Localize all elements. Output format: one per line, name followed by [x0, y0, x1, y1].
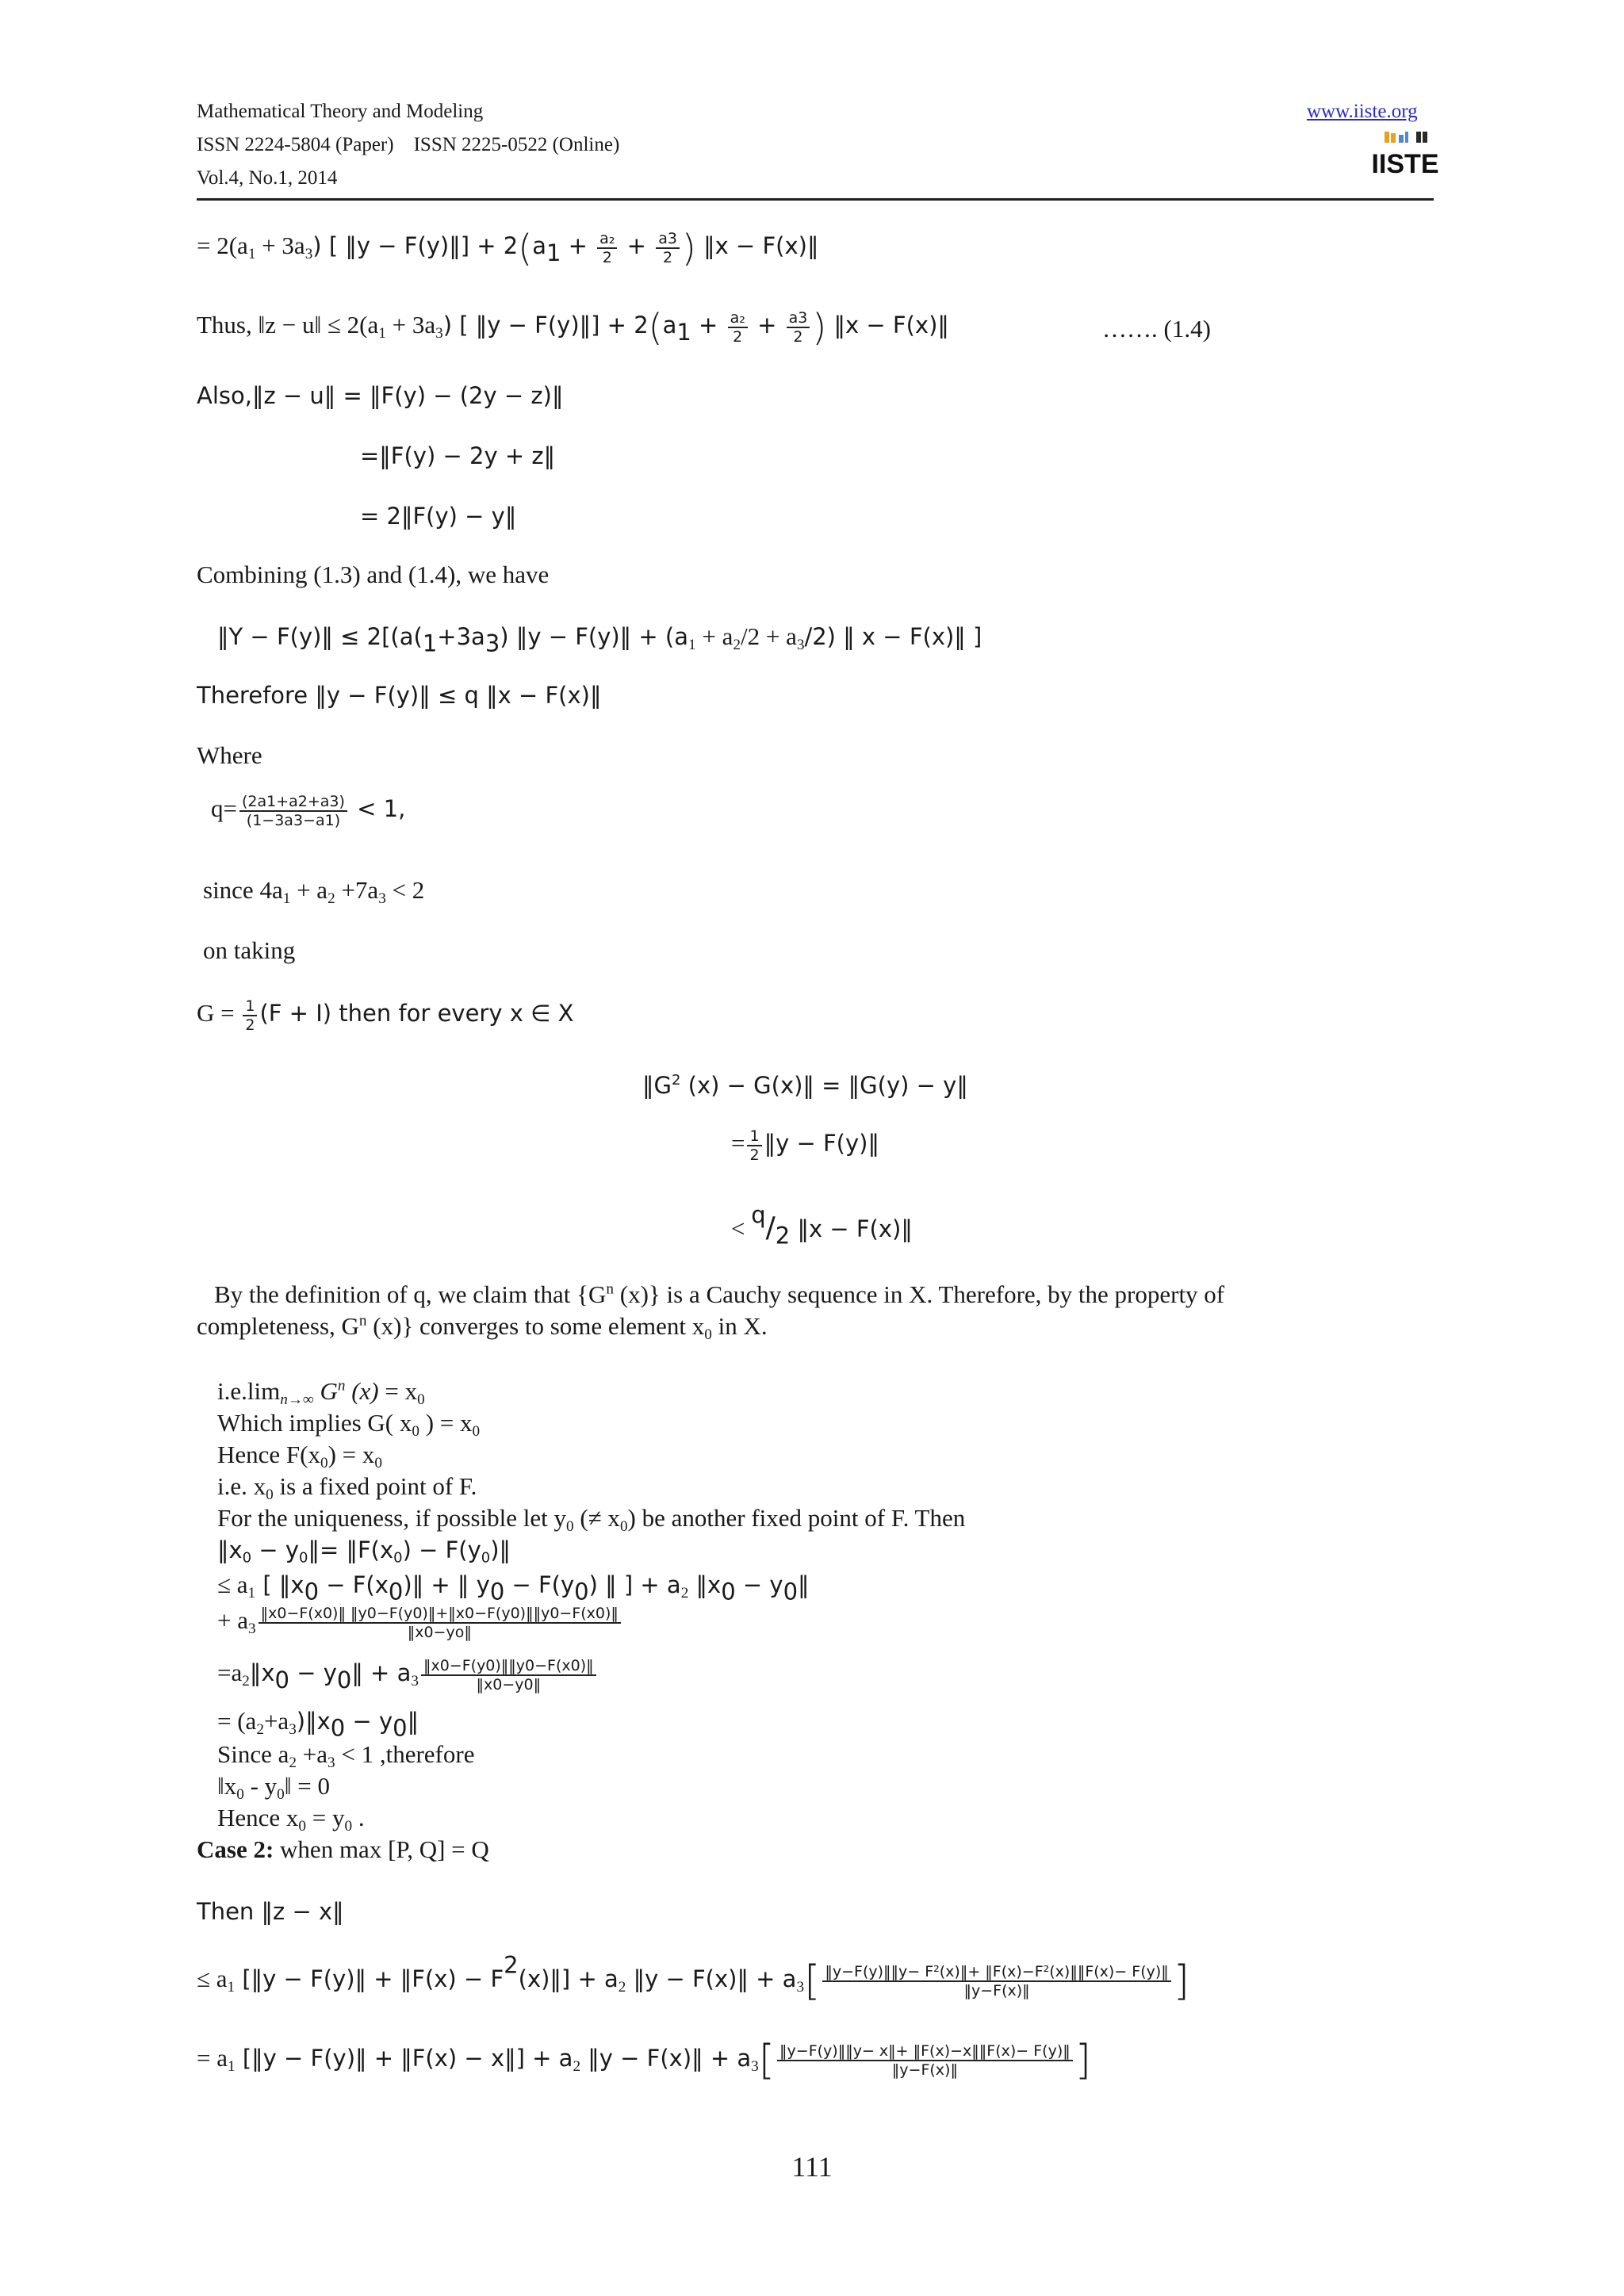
cauchy-paragraph-line-1: By the definition of q, we claim that {$G^n$ (x)} is a Cauchy sequence in X. Therefore, by the property of — [214, 1280, 1225, 1308]
volume-line: Vol.4, No.1, 2014 — [197, 167, 338, 189]
therefore-line: Therefore ‖y − F(y)‖ ≤ q ‖x − F(x)‖ — [197, 682, 602, 709]
case-2-heading: Case 2: when max [P, Q] = Q — [197, 1835, 489, 1863]
page-number: 111 — [791, 2151, 833, 2183]
also-step-2: =‖F(y) − 2y + z‖ — [360, 442, 556, 469]
uniqueness-line: For the uniqueness, if possible let $y_0$ (≠ $x_0$) be another fixed point of F. Then — [217, 1504, 966, 1535]
equation-tag-1-4: ……. (1.4) — [1102, 315, 1211, 342]
case2-bound-2: = $a_1$ [‖y − F(y)‖ + ‖F(x) − x‖] + $a_2$ ‖y − F(x)‖ + $a_3$[ $\frac{‖y-F(y)‖‖y- x‖+ ‖F(x)-x‖‖F(x)- F(y)‖}{‖y-F(x)‖}$ ] — [197, 2037, 1092, 2084]
then-line: Then ‖z − x‖ — [197, 1898, 344, 1925]
q-definition: q= $\frac{(2a1+a2+a3)}{(1-3a3-a1)}$ < 1, — [211, 793, 406, 829]
uniqueness-factored: = $(a_2+a_3)‖x_0$ − $y_0‖$ — [217, 1707, 419, 1742]
g-step-2: = $\frac{1}{2}$ ‖y − F(y)‖ — [731, 1127, 879, 1164]
norm-zero-line: $‖x_0$ - $y_0‖ = 0$ — [217, 1772, 330, 1803]
uniqueness-norm-line: $‖x_0$ − $y_0‖=$ $‖F(x_0)$ − $F(y_0)‖$ — [217, 1536, 511, 1567]
also-line: Also,‖z − u‖ = ‖F(y) − (2y − z)‖ — [197, 382, 564, 409]
iiste-logo — [1371, 132, 1439, 189]
on-taking-text: on taking — [203, 936, 296, 964]
combining-text: Combining (1.3) and (1.4), we have — [197, 561, 550, 588]
combined-inequality: ‖Y − F(y)‖ ≤ $2[(a(_1+3a_3)$ ‖y − F(y)‖ + $(a_1 + a_2/2 + a_3/2)$ ‖ x − F(x)‖ ] — [217, 622, 982, 657]
equation-line-1-4: Thus, ‖z − u‖ ≤ $2(a_1 + 3a_3)$ [ ‖y − F(y)‖] + $2(a_1$ + $\frac{\text{a₂}}{2}$ + $\frac{a3}{2}$ ) ‖x − F(x)‖ — [197, 306, 949, 349]
equation-line-1: = $2(a_1 + 3a_3)$ [ ‖y − F(y)‖] + $2(a_1$ + $\frac{\text{a₂}}{2}$ + $\frac{a3}{2}$ ) ‖x − F(x)‖ — [197, 227, 819, 270]
issn-line: ISSN 2224-5804 (Paper) ISSN 2225-0522 (Online) — [197, 134, 620, 155]
hence-fixed-line: Hence $F(x_0) = x_0$ — [217, 1441, 383, 1471]
g-step-3: < $^q/_2$ ‖x − F(x)‖ — [731, 1201, 913, 1249]
g-squared-line: $‖G^2$ (x) − G(x)‖ = ‖G(y) − y‖ — [642, 1072, 968, 1099]
case2-bound-1: ≤ $a_1$ [‖y − F(y)‖ + ‖F(x) − $F^2(x)‖] + a_2$ ‖y − F(x)‖ + $a_3$[ $\frac{\text{‖y−F(y)‖‖y− F²(x)‖+ ‖F(x)−F²(x)‖‖F(x)− F(y)‖}}{‖y-F(x)‖}$ ] — [197, 1951, 1190, 2005]
since-a2-a3-line: Since $a_2 +a_3 < 1$ ,therefore — [217, 1740, 475, 1771]
uniqueness-a3-term: + $a_3$ $\frac{‖x0-F(x0)‖ ‖y0-F(y0)‖+‖x0-F(y0)‖‖y0-F(x0)‖}{‖x0-yo‖}$ — [217, 1605, 623, 1641]
hence-equal-line: Hence $x_0 = y_0$ . — [217, 1804, 365, 1835]
uniqueness-simplified: $=a_2‖x_0$ − $y_0‖ + a_3$ $\frac{‖x0-F(y0)‖‖y0-F(x0)‖}{‖x0-y0‖}$ — [217, 1657, 599, 1693]
journal-url-link[interactable] — [1307, 100, 1418, 124]
svg-text:IISTE: IISTE — [1371, 149, 1439, 179]
journal-title: Mathematical Theory and Modeling — [197, 101, 484, 122]
limit-line: $i.e.\lim_{n\to\infty}$ $G^n$ $(x) = x_0$ — [217, 1377, 425, 1408]
cauchy-paragraph-line-2: completeness, $G^n$ (x)} converges to some element $x_0$ in X. — [197, 1312, 768, 1343]
uniqueness-bound-line: ≤ $a_1$ [ $‖x_0$ − $F(x_0)‖$ + ‖ $y_0 - F(y_0)$ ‖ ] + $a_2$ $‖x_0$ − $y_0‖$ — [217, 1571, 810, 1605]
where-text: Where — [197, 741, 262, 769]
header-rule — [197, 198, 1434, 201]
fixed-point-line: i.e. $x_0$ is a fixed point of F. — [217, 1472, 477, 1503]
since-condition: since $4a_1 + a_2 +7a_3 < 2$ — [203, 876, 425, 907]
url-text[interactable]: www.iiste.org — [1307, 101, 1418, 122]
g-definition: G = $\frac{1}{2}$ (F + I) then for every x ∈ X — [197, 997, 574, 1034]
also-step-3: = 2‖F(y) − y‖ — [360, 503, 517, 530]
which-implies-line: Which implies G( $x_0$ ) = $x_0$ — [217, 1409, 481, 1440]
